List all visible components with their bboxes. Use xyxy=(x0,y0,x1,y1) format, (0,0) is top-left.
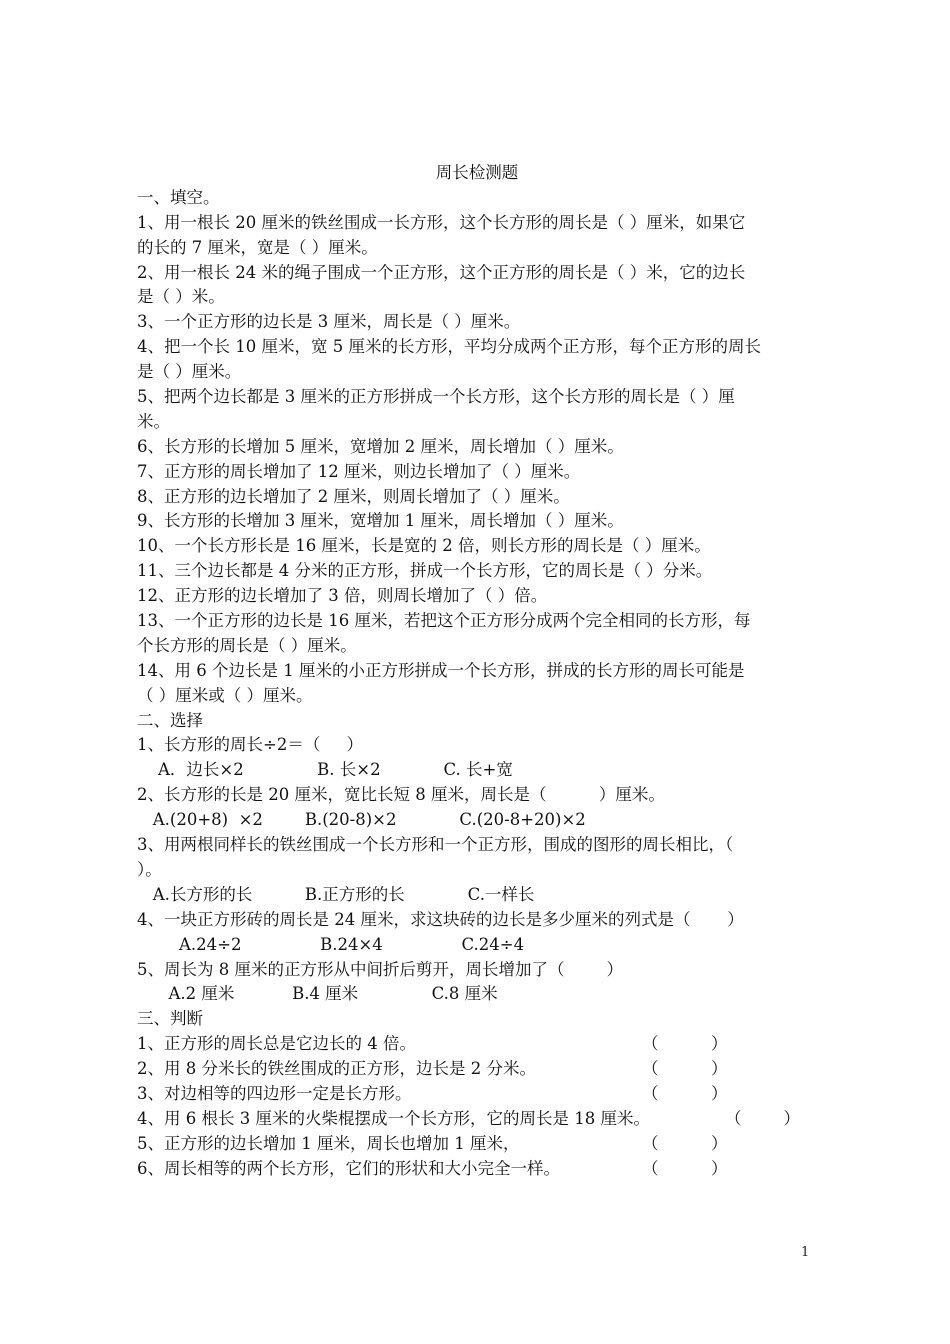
fill-line: 11、三个边长都是 4 分米的正方形，拼成一个长方形，它的周长是（ ）分米。 xyxy=(137,561,713,581)
judge-item xyxy=(137,1082,817,1107)
fill-line: 个长方形的周长是（ ）厘米。 xyxy=(137,635,357,655)
answer-blank: （ ） xyxy=(642,1083,728,1103)
fill-line: 的长的 7 厘米，宽是（ ）厘米。 xyxy=(137,237,378,257)
fill-line: 6、长方形的长增加 5 厘米，宽增加 2 厘米，周长增加（ ）厘米。 xyxy=(137,436,624,456)
fill-line: 8、正方形的边长增加了 2 厘米，则周长增加了（ ）厘米。 xyxy=(137,486,570,506)
fill-line: 14、用 6 个边长是 1 厘米的小正方形拼成一个长方形，拼成的长方形的周长可能是 xyxy=(137,660,745,680)
fill-line: 13、一个正方形的边长是 16 厘米，若把这个正方形分成两个完全相同的长方形，每 xyxy=(137,611,751,631)
judge-text: 4、用 6 根长 3 厘米的火柴棍摆成一个长方形，它的周长是 18 厘米。 xyxy=(137,1108,650,1128)
fill-line: 7、正方形的周长增加了 12 厘米，则边长增加了（ ）厘米。 xyxy=(137,461,581,481)
fill-line: （ ）厘米或（ ）厘米。 xyxy=(137,685,313,705)
judge-text: 2、用 8 分米长的铁丝围成的正方形，边长是 2 分米。 xyxy=(137,1059,536,1079)
choice-options: A．边长×2 B. 长×2 C. 长+宽 xyxy=(137,760,513,780)
section-heading-choice: 二、选择 xyxy=(137,710,203,730)
judge-item xyxy=(137,1157,817,1182)
choice-options: A.2 厘米 B.4 厘米 C.8 厘米 xyxy=(137,984,498,1004)
judge-text: 6、周长相等的两个长方形，它们的形状和大小完全一样。 xyxy=(137,1158,560,1178)
choice-line: ）。 xyxy=(137,859,162,879)
answer-blank: （ ） xyxy=(642,1133,728,1153)
judge-item xyxy=(137,1032,817,1057)
fill-line: 12、正方形的边长增加了 3 倍，则周长增加了（ ）倍。 xyxy=(137,586,548,606)
answer-blank: （ ） xyxy=(642,1059,728,1079)
judge-text: 5、正方形的边长增加 1 厘米，周长也增加 1 厘米， xyxy=(137,1133,520,1153)
fill-line: 10、一个长方形长是 16 厘米，长是宽的 2 倍，则长方形的周长是（ ）厘米。 xyxy=(137,536,711,556)
document-body xyxy=(137,161,817,1182)
fill-line: 是（ ）米。 xyxy=(137,287,225,307)
choice-options: A.长方形的长 B.正方形的长 C.一样长 xyxy=(137,884,535,904)
answer-blank: （ ） xyxy=(642,1158,728,1178)
fill-line: 5、把两个边长都是 3 厘米的正方形拼成一个长方形，这个长方形的周长是（ ）厘 xyxy=(137,387,735,407)
judge-text: 3、对边相等的四边形一定是长方形。 xyxy=(137,1083,412,1103)
page-number: 1 xyxy=(801,1245,810,1260)
page-title: 周长检测题 xyxy=(435,163,519,182)
judge-item xyxy=(137,1107,817,1132)
fill-line: 4、把一个长 10 厘米，宽 5 厘米的长方形，平均分成两个正方形，每个正方形的周长 xyxy=(137,337,761,357)
fill-line: 3、一个正方形的边长是 3 厘米，周长是（ ）厘米。 xyxy=(137,312,521,332)
choice-options: A.24÷2 B.24×4 C.24÷4 xyxy=(137,934,525,954)
fill-line: 1、用一根长 20 厘米的铁丝围成一长方形，这个长方形的周长是（ ）厘米，如果它 xyxy=(137,212,746,232)
fill-line: 是（ ）厘米。 xyxy=(137,362,242,382)
choice-line: 4、一块正方形砖的周长是 24 厘米，求这块砖的边长是多少厘米的列式是（ ） xyxy=(137,909,744,929)
fill-line: 9、长方形的长增加 3 厘米，宽增加 1 厘米，周长增加（ ）厘米。 xyxy=(137,511,624,531)
choice-options: A.(20+8) ×2 B.(20-8)×2 C.(20-8+20)×2 xyxy=(137,810,586,830)
fill-line: 米。 xyxy=(137,411,170,431)
judge-text: 1、正方形的周长总是它边长的 4 倍。 xyxy=(137,1034,416,1054)
choice-line: 5、周长为 8 厘米的正方形从中间折后剪开，周长增加了（ ） xyxy=(137,959,623,979)
judge-item xyxy=(137,1132,817,1157)
choice-line: 3、用两根同样长的铁丝围成一个长方形和一个正方形，围成的图形的周长相比，（ xyxy=(137,835,734,855)
choice-line: 1、长方形的周长÷2＝（ ） xyxy=(137,735,364,755)
judge-item xyxy=(137,1057,817,1082)
fill-line: 2、用一根长 24 米的绳子围成一个正方形，这个正方形的周长是（ ）米，它的边长 xyxy=(137,262,746,282)
answer-blank: （ ） xyxy=(642,1034,728,1054)
section-heading-fill: 一、填空。 xyxy=(137,187,220,207)
section-heading-judge: 三、判断 xyxy=(137,1009,203,1029)
answer-blank: （ ） xyxy=(725,1108,800,1128)
choice-line: 2、长方形的长是 20 厘米，宽比长短 8 厘米，周长是（ ）厘米。 xyxy=(137,785,665,805)
